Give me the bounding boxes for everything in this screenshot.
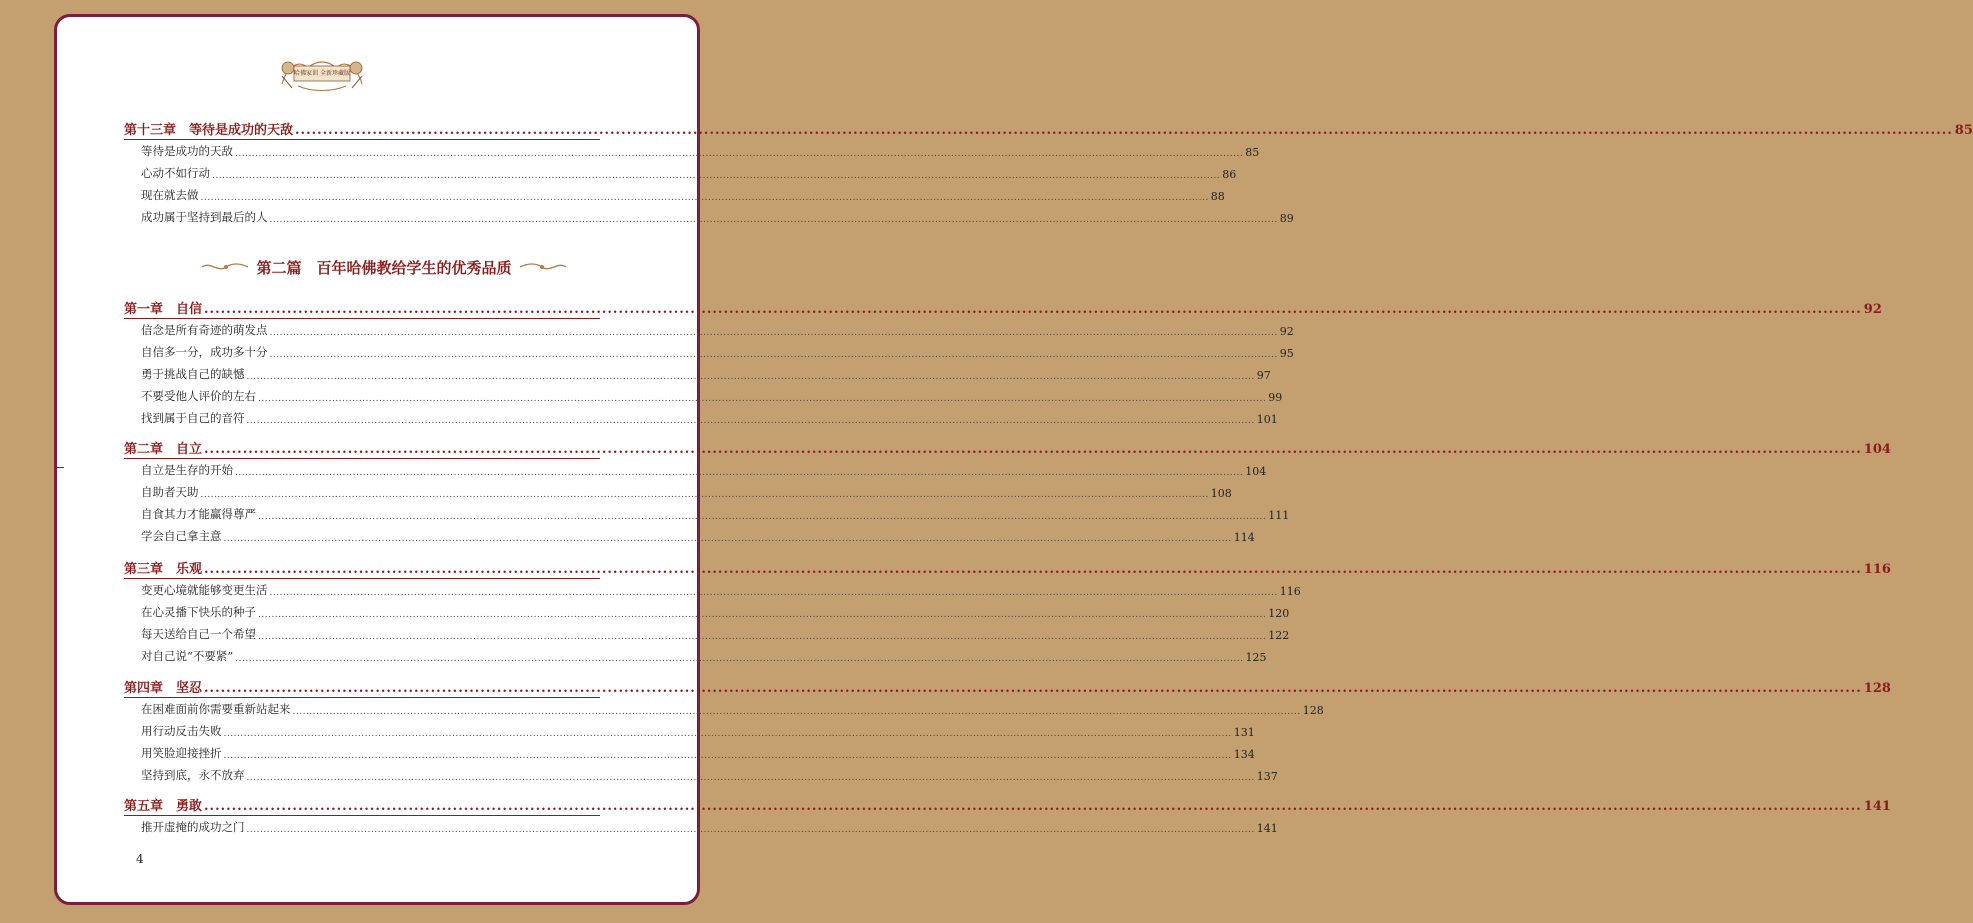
leader-dots: ............................................................................................................................................................................................................................................................................................................: [246, 416, 1255, 426]
section-entry[interactable]: [141, 408, 1278, 426]
leader-dots: ............................................................................................................................................................................................................................................................................................................: [269, 350, 1278, 360]
section-entry-title: 自食其力才能赢得尊严: [141, 507, 256, 521]
section-entry-page: 111: [1268, 509, 1290, 522]
flourish-left-icon: [200, 260, 250, 274]
section-entry-page: 89: [1279, 212, 1294, 225]
leader-dots: ............................................................................................................................................................................................................................................................................................................: [246, 372, 1255, 382]
section-entry-page: 85: [1245, 146, 1260, 159]
leader-dots: ............................................................................................................................................................................................................................................................................................................: [212, 171, 1221, 181]
chapter-entry-page: 85: [1954, 123, 1973, 138]
section-entry[interactable]: [141, 460, 1267, 478]
chapter-entry-page: 116: [1863, 562, 1891, 577]
leader-dots: ............................................................................................................................................................................................................................................................................................................: [223, 534, 1232, 544]
leader-dots: ............................................................................................................................................................................................................................................................................................................: [200, 490, 1209, 500]
chapter-entry[interactable]: [124, 794, 1891, 814]
section-entry-page: 108: [1210, 487, 1232, 500]
section-entry-page: 141: [1256, 822, 1278, 835]
section-entry-title: 信念是所有奇迹的萌发点: [141, 323, 268, 337]
leader-dots: ............................................................................................................................................................................................................................................................................................................: [246, 825, 1255, 835]
section-entry[interactable]: [141, 580, 1301, 598]
section-entry[interactable]: [141, 526, 1255, 544]
chapter-entry-page: 141: [1863, 799, 1891, 814]
section-entry-page: 131: [1233, 726, 1255, 739]
leader-dots: ............................................................................................................................................................................................................................................................................................................: [269, 588, 1278, 598]
section-entry-page: 120: [1268, 607, 1290, 620]
section-entry-page: 99: [1268, 391, 1283, 404]
leader-dots: ............................................................................................................................................................................................................................................................................................................: [269, 215, 1278, 225]
section-entry-page: 97: [1256, 369, 1271, 382]
leader-dots: ............................................................................................................................................................................................................................................................................................................: [269, 328, 1278, 338]
chapter-entry-title: 第十三章 等待是成功的天敌: [124, 123, 294, 138]
chapter-rule: [124, 578, 600, 579]
chapter-rule: [124, 458, 600, 459]
section-entry-page: 114: [1233, 531, 1255, 544]
section-entry[interactable]: [141, 320, 1294, 338]
leader-dots: ............................................................................................................................................................................................................................................................................................................: [258, 512, 1267, 522]
section-entry[interactable]: [141, 342, 1294, 360]
chapter-entry-title: 第五章 勇敢: [124, 799, 203, 814]
chapter-rule: [124, 318, 600, 319]
section-entry-page: 128: [1302, 704, 1324, 717]
section-entry[interactable]: [141, 141, 1260, 159]
section-entry-page: 86: [1222, 168, 1237, 181]
section-entry[interactable]: [141, 624, 1290, 642]
chapter-entry[interactable]: [124, 557, 1891, 577]
section-entry[interactable]: [141, 482, 1232, 500]
leader-dots: ............................................................................................................................................................................................................................................................................................................: [223, 751, 1232, 761]
leader-dots: ............................................................................................................................................................................................................................................................................................................: [223, 729, 1232, 739]
section-entry-title: 找到属于自己的音符: [141, 411, 245, 425]
section-entry-title: 变更心境就能够变更生活: [141, 583, 268, 597]
section-entry-page: 125: [1245, 651, 1267, 664]
section-entry[interactable]: [141, 207, 1294, 225]
chapter-entry[interactable]: [124, 118, 1973, 138]
leader-dots: ............................................................................................................................................................................................................................................................................................................: [204, 562, 1862, 577]
leader-dots: ............................................................................................................................................................................................................................................................................................................: [204, 681, 1862, 696]
chapter-rule: [124, 697, 600, 698]
section-entry-title: 自助者天助: [141, 485, 199, 499]
section-entry-title: 在心灵播下快乐的种子: [141, 605, 256, 619]
leader-dots: ............................................................................................................................................................................................................................................................................................................: [204, 442, 1862, 457]
section-entry[interactable]: [141, 765, 1278, 783]
section-entry[interactable]: [141, 504, 1290, 522]
section-entry-title: 现在就去做: [141, 188, 199, 202]
chapter-entry-title: 第三章 乐观: [124, 562, 203, 577]
section-entry-page: 92: [1279, 325, 1294, 338]
leader-dots: ............................................................................................................................................................................................................................................................................................................: [295, 123, 1953, 138]
flourish-right-icon: [518, 260, 568, 274]
leader-dots: ............................................................................................................................................................................................................................................................................................................: [258, 610, 1267, 620]
chapter-entry[interactable]: [124, 297, 1882, 317]
section-entry-title: 成功属于坚持到最后的人: [141, 210, 268, 224]
leader-dots: ............................................................................................................................................................................................................................................................................................................: [204, 302, 1862, 317]
chapter-entry-title: 第四章 坚忍: [124, 681, 203, 696]
leader-dots: ............................................................................................................................................................................................................................................................................................................: [235, 149, 1244, 159]
section-entry[interactable]: [141, 386, 1283, 404]
leader-dots: ............................................................................................................................................................................................................................................................................................................: [200, 193, 1209, 203]
leader-dots: ............................................................................................................................................................................................................................................................................................................: [235, 654, 1244, 664]
section-entry[interactable]: [141, 817, 1278, 835]
chapter-entry[interactable]: [124, 676, 1891, 696]
section-entry-page: 137: [1256, 770, 1278, 783]
chapter-rule: [124, 139, 600, 140]
leader-dots: ............................................................................................................................................................................................................................................................................................................: [258, 632, 1267, 642]
emblem-text: 哈佛家训 全新珍藏版: [294, 70, 350, 77]
section-entry-page: 134: [1233, 748, 1255, 761]
section-entry-page: 122: [1268, 629, 1290, 642]
section-entry-title: 自信多一分，成功多十分: [141, 345, 268, 359]
section-entry-title: 用笑脸迎接挫折: [141, 746, 222, 760]
section-entry-page: 88: [1210, 190, 1225, 203]
chapter-entry[interactable]: [124, 437, 1891, 457]
section-entry-page: 104: [1245, 465, 1267, 478]
section-entry-title: 等待是成功的天敌: [141, 144, 233, 158]
chapter-entry-page: 128: [1863, 681, 1891, 696]
section-entry[interactable]: [141, 743, 1255, 761]
section-entry-title: 对自己说“不要紧”: [141, 649, 234, 663]
chapter-rule: [124, 815, 600, 816]
margin-mark: [56, 467, 64, 468]
section-entry-title: 心动不如行动: [141, 166, 210, 180]
section-entry[interactable]: [141, 185, 1225, 203]
section-entry[interactable]: [141, 646, 1267, 664]
leader-dots: ............................................................................................................................................................................................................................................................................................................: [258, 394, 1267, 404]
section-entry-title: 自立是生存的开始: [141, 463, 233, 477]
section-entry-title: 推开虚掩的成功之门: [141, 820, 245, 834]
section-entry-page: 116: [1279, 585, 1301, 598]
leader-dots: ............................................................................................................................................................................................................................................................................................................: [235, 468, 1244, 478]
section-entry[interactable]: [141, 163, 1237, 181]
section-entry[interactable]: [141, 699, 1324, 717]
section-entry-title: 勇于挑战自己的缺憾: [141, 367, 245, 381]
section-entry-page: 95: [1279, 347, 1294, 360]
section-entry[interactable]: [141, 721, 1255, 739]
section-entry-title: 学会自己拿主意: [141, 529, 222, 543]
leader-dots: ............................................................................................................................................................................................................................................................................................................: [292, 707, 1301, 717]
chapter-entry-page: 92: [1863, 302, 1882, 317]
chapter-entry-title: 第一章 自信: [124, 302, 203, 317]
section-entry-title: 每天送给自己一个希望: [141, 627, 256, 641]
section-entry-title: 不要受他人评价的左右: [141, 389, 256, 403]
part-heading: [188, 254, 580, 280]
header-emblem: [278, 54, 366, 94]
section-entry[interactable]: [141, 602, 1290, 620]
chapter-entry-page: 104: [1863, 442, 1891, 457]
page-number: 4: [136, 852, 144, 866]
section-entry-page: 101: [1256, 413, 1278, 426]
section-entry-title: 用行动反击失败: [141, 724, 222, 738]
section-entry-title: 坚持到底，永不放弃: [141, 768, 245, 782]
leader-dots: ............................................................................................................................................................................................................................................................................................................: [204, 799, 1862, 814]
chapter-entry-title: 第二章 自立: [124, 442, 203, 457]
section-entry-title: 在困难面前你需要重新站起来: [141, 702, 291, 716]
section-entry[interactable]: [141, 364, 1271, 382]
leader-dots: ............................................................................................................................................................................................................................................................................................................: [246, 773, 1255, 783]
part-title: 第二篇 百年哈佛教给学生的优秀品质: [256, 258, 512, 277]
